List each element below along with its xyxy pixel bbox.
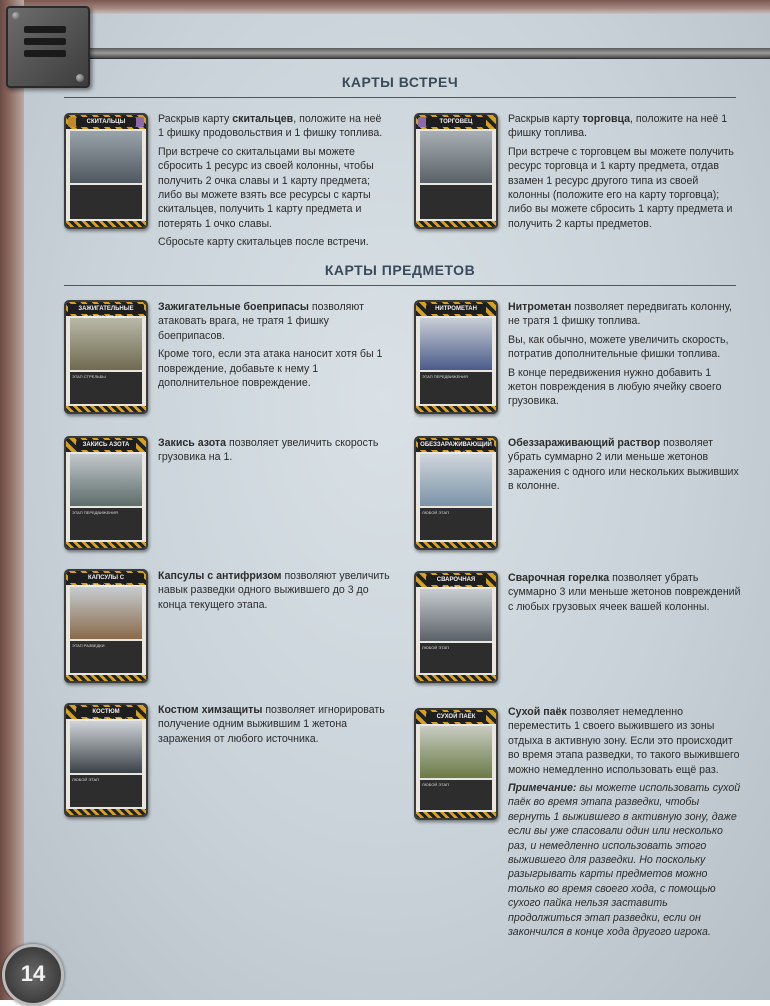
rivet-icon bbox=[76, 74, 84, 82]
solution-packet-icon bbox=[420, 454, 492, 506]
card-title: НИТРОМЕТАН bbox=[426, 304, 486, 314]
card-title: ТОРГОВЕЦ bbox=[426, 117, 486, 127]
paragraph: Вы, как обычно, можете увеличить скорость, потратив дополнительные фишки топлива. bbox=[508, 333, 729, 361]
card-rules-box: ЭТАП СТРЕЛЬБЫ bbox=[70, 372, 142, 404]
item-text-nitromethane bbox=[508, 300, 742, 413]
card-rules-box: ЛЮБОЙ ЭТАП bbox=[420, 643, 492, 673]
encounter-text-wanderers bbox=[158, 112, 390, 254]
hamburger-menu-icon[interactable] bbox=[24, 26, 66, 62]
paragraph: Капсулы с антифризом позволяют увеличить навык разведки одного выжившего до 3 до конца текущего этапа. bbox=[158, 570, 390, 611]
paragraph: Обеззараживающий раствор позволяет убрать суммарно 2 или меньше жетонов заражения с одного или нескольких выживших в колонне. bbox=[508, 437, 739, 493]
encounter-text-trader bbox=[508, 112, 740, 235]
paragraph: При встрече со скитальцами вы можете сбросить 1 ресурс из своей колонны, чтобы получить 2 очка славы и 1 карту предмета; либо вы можете взять все ресурсы с карты скитальцев, получить 1 карту предмета и потерять 1 очко славы. bbox=[158, 145, 374, 230]
paragraph: Закись азота позволяет увеличить скорость грузовика на 1. bbox=[158, 437, 379, 464]
section-title-encounters: КАРТЫ ВСТРЕЧ bbox=[341, 74, 459, 90]
item-text-welding bbox=[508, 571, 742, 618]
paragraph: Костюм химзащиты позволяет игнорировать получение одним выжившим 1 жетона заражения от любого источника. bbox=[158, 704, 385, 745]
paragraph: Нитрометан позволяет передвигать колонну, не тратя 1 фишку топлива. bbox=[508, 301, 732, 328]
menu-plate[interactable] bbox=[6, 6, 90, 88]
card-hazmat-suit bbox=[64, 703, 148, 817]
paragraph: При встрече с торговцем вы можете получить ресурс торговца и 1 карту предмета, отдав взамен 1 ресурс другого типа из своей колонны (положите его на карту торговца); либо вы можете сбросить 1 карту предмета и получить 2 карты предметов. bbox=[508, 145, 734, 230]
welding-torch-icon bbox=[420, 589, 492, 641]
item-text-hazmat bbox=[158, 703, 392, 750]
paragraph: Сварочная горелка позволяет убрать суммарно 3 или меньше жетонов повреждений с любых грузовых ячеек вашей колонны. bbox=[508, 572, 741, 613]
ration-pack-icon bbox=[420, 726, 492, 778]
card-rules-box bbox=[420, 185, 492, 219]
card-rules-box: ЭТАП ПЕРЕДВИЖЕНИЯ bbox=[70, 508, 142, 540]
card-rules-box: ЛЮБОЙ ЭТАП bbox=[420, 508, 492, 540]
card-illustration bbox=[70, 131, 142, 183]
item-text-decontamination bbox=[508, 436, 742, 498]
section-rule bbox=[64, 285, 736, 286]
card-rules-box: ЛЮБОЙ ЭТАП bbox=[420, 780, 492, 810]
hazmat-suit-icon bbox=[70, 721, 142, 773]
card-welding-torch bbox=[414, 571, 498, 683]
section-rule bbox=[64, 97, 736, 98]
capsule-icon bbox=[70, 587, 142, 639]
card-nitromethane bbox=[414, 300, 498, 414]
paragraph: Сухой паёк позволяет немедленно переместить 1 своего выжившего из зоны отдыха в активную зону. Если это происходит во время этапа разведки, то такого выжившего можно немедленно использовать ещё раз. bbox=[508, 706, 740, 776]
card-title: ОБЕЗЗАРАЖИВАЮЩИЙ bbox=[418, 440, 494, 450]
paragraph: В конце передвижения нужно добавить 1 жетон повреждения в любую ячейку своего грузовика. bbox=[508, 366, 722, 408]
card-title: ЗАКИСЬ АЗОТА bbox=[76, 440, 136, 450]
section-title-items: КАРТЫ ПРЕДМЕТОВ bbox=[324, 262, 476, 278]
item-text-dry-ration bbox=[508, 705, 742, 944]
rivet-icon bbox=[12, 12, 20, 20]
canister-icon bbox=[420, 318, 492, 370]
page-number: 14 bbox=[20, 961, 46, 986]
card-illustration bbox=[420, 131, 492, 183]
card-title: ЗАЖИГАТЕЛЬНЫЕ bbox=[68, 304, 144, 314]
nitro-bottle-icon bbox=[70, 454, 142, 506]
page-number-badge bbox=[2, 944, 64, 1006]
item-text-antifreeze bbox=[158, 569, 392, 616]
paragraph: Сбросьте карту скитальцев после встречи. bbox=[158, 236, 369, 249]
note-paragraph: Примечание: вы можете использовать сухой паёк во время этапа разведки, чтобы вернуть 1 выжившего в активную зону, даже если вы уже спасовали один или несколько раз, и немедленно использовать этого выжившего для разведки. Но поскольку разыгрывать карты предметов можно только во время своего хода, с помощью сухого пайка нельзя заставить продолжиться этап разведки, если он закончился в конце хода другого игрока. bbox=[508, 782, 741, 939]
paragraph: Раскрыв карту торговца, положите на неё 1 фишку топлива. bbox=[508, 113, 728, 140]
paragraph: Зажигательные боеприпасы позволяют атаковать врага, не тратя 1 фишку боеприпасов. bbox=[158, 301, 364, 342]
left-grunge-border bbox=[0, 0, 24, 1000]
card-title: КАПСУЛЫ С bbox=[68, 573, 144, 583]
item-text-nitrous bbox=[158, 436, 392, 469]
card-title: СВАРОЧНАЯ bbox=[426, 575, 486, 585]
card-nitrous-oxide bbox=[64, 436, 148, 550]
card-trader bbox=[414, 113, 498, 229]
card-antifreeze bbox=[64, 569, 148, 683]
card-rules-box: ЭТАП ПЕРЕДВИЖЕНИЯ bbox=[420, 372, 492, 404]
card-rules-box bbox=[70, 185, 142, 219]
metal-rail bbox=[86, 48, 770, 59]
card-rules-box: ЭТАП РАЗВЕДКИ bbox=[70, 641, 142, 673]
card-title: КОСТЮМ bbox=[76, 707, 136, 717]
card-rules-box: ЛЮБОЙ ЭТАП bbox=[70, 775, 142, 807]
ammo-crate-icon bbox=[70, 318, 142, 370]
card-title: СУХОЙ ПАЁК bbox=[426, 712, 486, 722]
card-title: СКИТАЛЬЦЫ bbox=[76, 117, 136, 127]
paragraph: Раскрыв карту скитальцев, положите на неё 1 фишку продовольствия и 1 фишку топлива. bbox=[158, 113, 383, 140]
top-grunge-border bbox=[0, 0, 770, 14]
item-text-incendiary bbox=[158, 300, 392, 394]
card-wanderers bbox=[64, 113, 148, 229]
card-dry-ration bbox=[414, 708, 498, 820]
card-incendiary-ammo bbox=[64, 300, 148, 414]
paragraph: Кроме того, если эта атака наносит хотя бы 1 повреждение, добавьте к нему 1 дополнительное повреждение. bbox=[158, 348, 383, 390]
card-decontamination bbox=[414, 436, 498, 550]
